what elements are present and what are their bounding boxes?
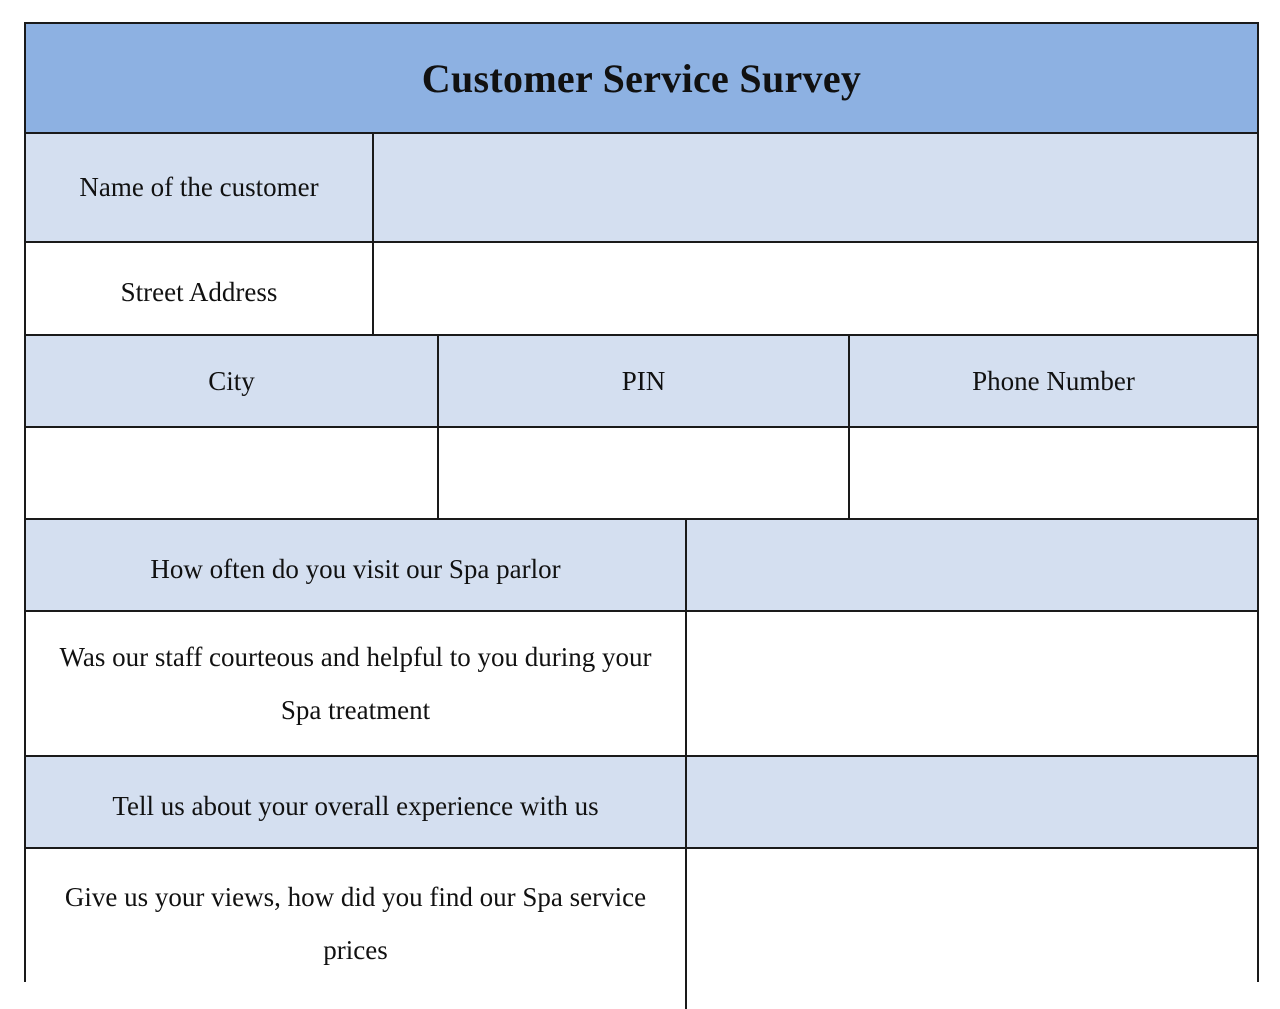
pin-label: PIN <box>437 336 848 426</box>
answer-field[interactable] <box>685 757 1257 847</box>
question-row <box>26 849 1257 1009</box>
street-address-field[interactable] <box>372 243 1257 334</box>
question-row <box>26 612 1257 757</box>
answer-field[interactable] <box>685 520 1257 610</box>
customer-name-field[interactable] <box>372 134 1257 241</box>
question-text: Tell us about your overall experience with us <box>112 790 599 821</box>
customer-name-row <box>26 134 1257 243</box>
form-title: Customer Service Survey <box>421 55 862 101</box>
form-header <box>26 24 1257 134</box>
question-text: How often do you visit our Spa parlor <box>150 553 561 584</box>
pin-field[interactable] <box>437 428 848 518</box>
phone-number-field[interactable] <box>848 428 1257 518</box>
contact-values-row <box>26 428 1257 520</box>
survey-form <box>24 22 1259 982</box>
street-address-label: Street Address <box>120 277 278 307</box>
question-row <box>26 757 1257 849</box>
city-label: City <box>208 365 255 396</box>
contact-header-row <box>26 336 1257 428</box>
city-field[interactable] <box>26 428 437 518</box>
street-address-row <box>26 243 1257 336</box>
question-text: Was our staff courteous and helpful to you during your Spa treatment <box>59 641 652 725</box>
answer-field[interactable] <box>685 849 1257 1009</box>
phone-number-label: Phone Number <box>848 336 1257 426</box>
answer-field[interactable] <box>685 612 1257 755</box>
question-text: Give us your views, how did you find our Spa service prices <box>64 882 647 965</box>
customer-name-label: Name of the customer <box>79 172 319 202</box>
question-row <box>26 520 1257 612</box>
